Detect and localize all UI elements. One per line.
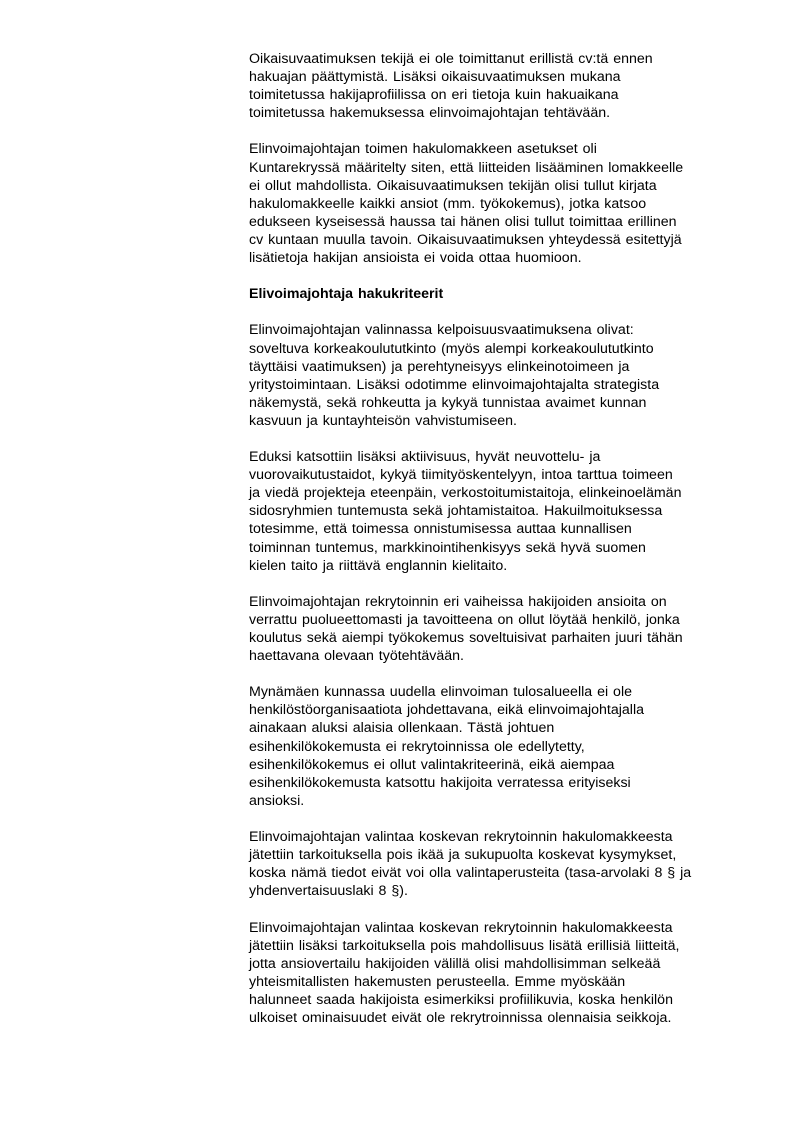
- text-line: ainakaan aluksi alaisia ollenkaan. Tästä johtuen: [249, 720, 555, 737]
- text-line: Elinvoimajohtajan rekrytoinnin eri vaiheissa hakijoiden ansioita on: [249, 593, 667, 610]
- text-line: vuorovaikutustaidot, kykyä tiimityöskentelyyn, intoa tarttua toimeen: [249, 467, 673, 484]
- text-line: hakulomakkeelle kaikki ansiot (mm. työkokemus), jotka katsoo: [249, 195, 647, 212]
- text-line: totesimme, että toimessa onnistumisessa auttaa kunnallisen: [249, 521, 632, 538]
- text-line: jotta ansiovertailu hakijoiden välillä olisi mahdollisimman selkeää: [249, 955, 661, 972]
- text-line: yhteismitallisten hakemusten perusteella. Emme myöskään: [249, 973, 626, 990]
- text-line: hakuajan päättymistä. Lisäksi oikaisuvaatimuksen mukana: [249, 69, 621, 86]
- paragraph-cv-not-submitted: [249, 50, 749, 122]
- paragraph-supervisor-experience: [249, 683, 749, 810]
- text-line: ansioksi.: [249, 792, 305, 809]
- text-line: Elinvoimajohtajan valinnassa kelpoisuusvaatimuksena olivat:: [249, 322, 634, 339]
- text-line: koulutus sekä aiempi työkokemus soveltuisivat parhaiten juuri tähän: [249, 630, 683, 646]
- text-line: Elinvoimajohtajan valintaa koskevan rekrytoinnin hakulomakkeesta: [249, 829, 673, 846]
- document-page: [249, 50, 749, 1045]
- text-line: toimitetussa hakemuksessa elinvoimajohtajan tehtävään.: [249, 105, 611, 122]
- text-line: edukseen kyseisessä haussa tai hänen olisi tullut toimittaa erillinen: [249, 213, 677, 230]
- text-line: haettavana olevaan työtehtävään.: [249, 648, 464, 665]
- text-line: ulkoiset ominaisuudet eivät ole rekrytroinnissa olennaisia seikkoja.: [249, 1009, 672, 1026]
- text-line: Mynämäen kunnassa uudella elinvoiman tulosalueella ei ole: [249, 684, 632, 701]
- text-line: verrattu puolueettomasti ja tavoitteena on ollut löytää henkilö, jonka: [249, 611, 680, 628]
- text-line: täyttäisi vaatimuksen) ja perehtyneisyys elinkeinotoimeen ja: [249, 358, 630, 375]
- text-line: esihenkilökokemusta katsottu hakijoita verratessa erityiseksi: [249, 774, 631, 791]
- text-line: kielen taito ja riittävä englannin kielitaito.: [249, 557, 508, 574]
- text-line: henkilöstöorganisaatiota johdettavana, eikä elinvoimajohtajalla: [249, 702, 644, 719]
- text-line: Elinvoimajohtajan valintaa koskevan rekrytoinnin hakulomakkeesta: [249, 919, 673, 936]
- paragraph-form-settings: [249, 140, 749, 267]
- paragraph-attachments-excluded: [249, 919, 749, 1028]
- text-line: sidosryhmien tuntemusta sekä johtamistaitoa. Hakuilmoituksessa: [249, 503, 663, 520]
- text-line: Oikaisuvaatimuksen tekijä ei ole toimittanut erillistä cv:tä ennen: [249, 51, 653, 67]
- text-line: halunneet saada hakijoista esimerkiksi profiilikuvia, koska henkilön: [249, 991, 673, 1008]
- text-line: koska nämä tiedot eivät voi olla valintaperusteita (tasa-arvolaki 8 § ja: [249, 865, 692, 882]
- text-line: toiminnan tuntemus, markkinointihenkisyys sekä hyvä suomen: [249, 539, 646, 556]
- text-line: jätettiin tarkoituksella pois ikää ja sukupuolta koskevat kysymykset,: [249, 847, 677, 864]
- text-line: Eduksi katsottiin lisäksi aktiivisuus, hyvät neuvottelu- ja: [249, 449, 601, 466]
- text-line: Elinvoimajohtajan toimen hakulomakkeen asetukset oli: [249, 141, 597, 158]
- text-line: soveltuva korkeakoulututkinto (myös alempi korkeakoulututkinto: [249, 340, 654, 357]
- text-line: yritystoimintaan. Lisäksi odotimme elinvoimajohtajalta strategista: [249, 376, 660, 393]
- text-line: esihenkilökokemus ei ollut valintakriteerinä, eikä aiempaa: [249, 756, 615, 773]
- paragraph-merits: [249, 448, 749, 575]
- text-line: ei ollut mahdollista. Oikaisuvaatimuksen tekijän olisi tullut kirjata: [249, 177, 657, 194]
- text-line: Kuntarekryssä määritelty siten, että liitteiden lisääminen lomakkeelle: [249, 159, 684, 176]
- text-line: jätettiin lisäksi tarkoituksella pois mahdollisuus lisätä erillisiä liitteitä,: [249, 937, 680, 954]
- text-line: cv kuntaan muulla tavoin. Oikaisuvaatimuksen yhteydessä esitettyjä: [249, 231, 682, 248]
- text-line: lisätietoja hakijan ansioista ei voida ottaa huomioon.: [249, 250, 582, 267]
- text-line: toimitetussa hakijaprofiilissa on eri tietoja kuin hakuaikana: [249, 87, 619, 104]
- text-line: yhdenvertaisuuslaki 8 §).: [249, 883, 408, 900]
- section-heading: Elivoimajohtaja hakukriteerit: [249, 286, 444, 303]
- paragraph-age-gender-questions: [249, 828, 749, 900]
- paragraph-eligibility-requirements: [249, 321, 749, 430]
- paragraph-impartial-comparison: [249, 593, 749, 665]
- text-line: ja viedä projekteja eteenpäin, verkostoitumistaitoja, elinkeinoelämän: [249, 485, 682, 502]
- text-line: kasvuun ja kuntayhteisön vahvistumiseen.: [249, 412, 517, 429]
- text-line: esihenkilökokemusta ei rekrytoinnissa ole edellytetty,: [249, 738, 585, 755]
- text-line: näkemystä, sekä rohkeutta ja kykyä tunnistaa avaimet kunnan: [249, 394, 647, 411]
